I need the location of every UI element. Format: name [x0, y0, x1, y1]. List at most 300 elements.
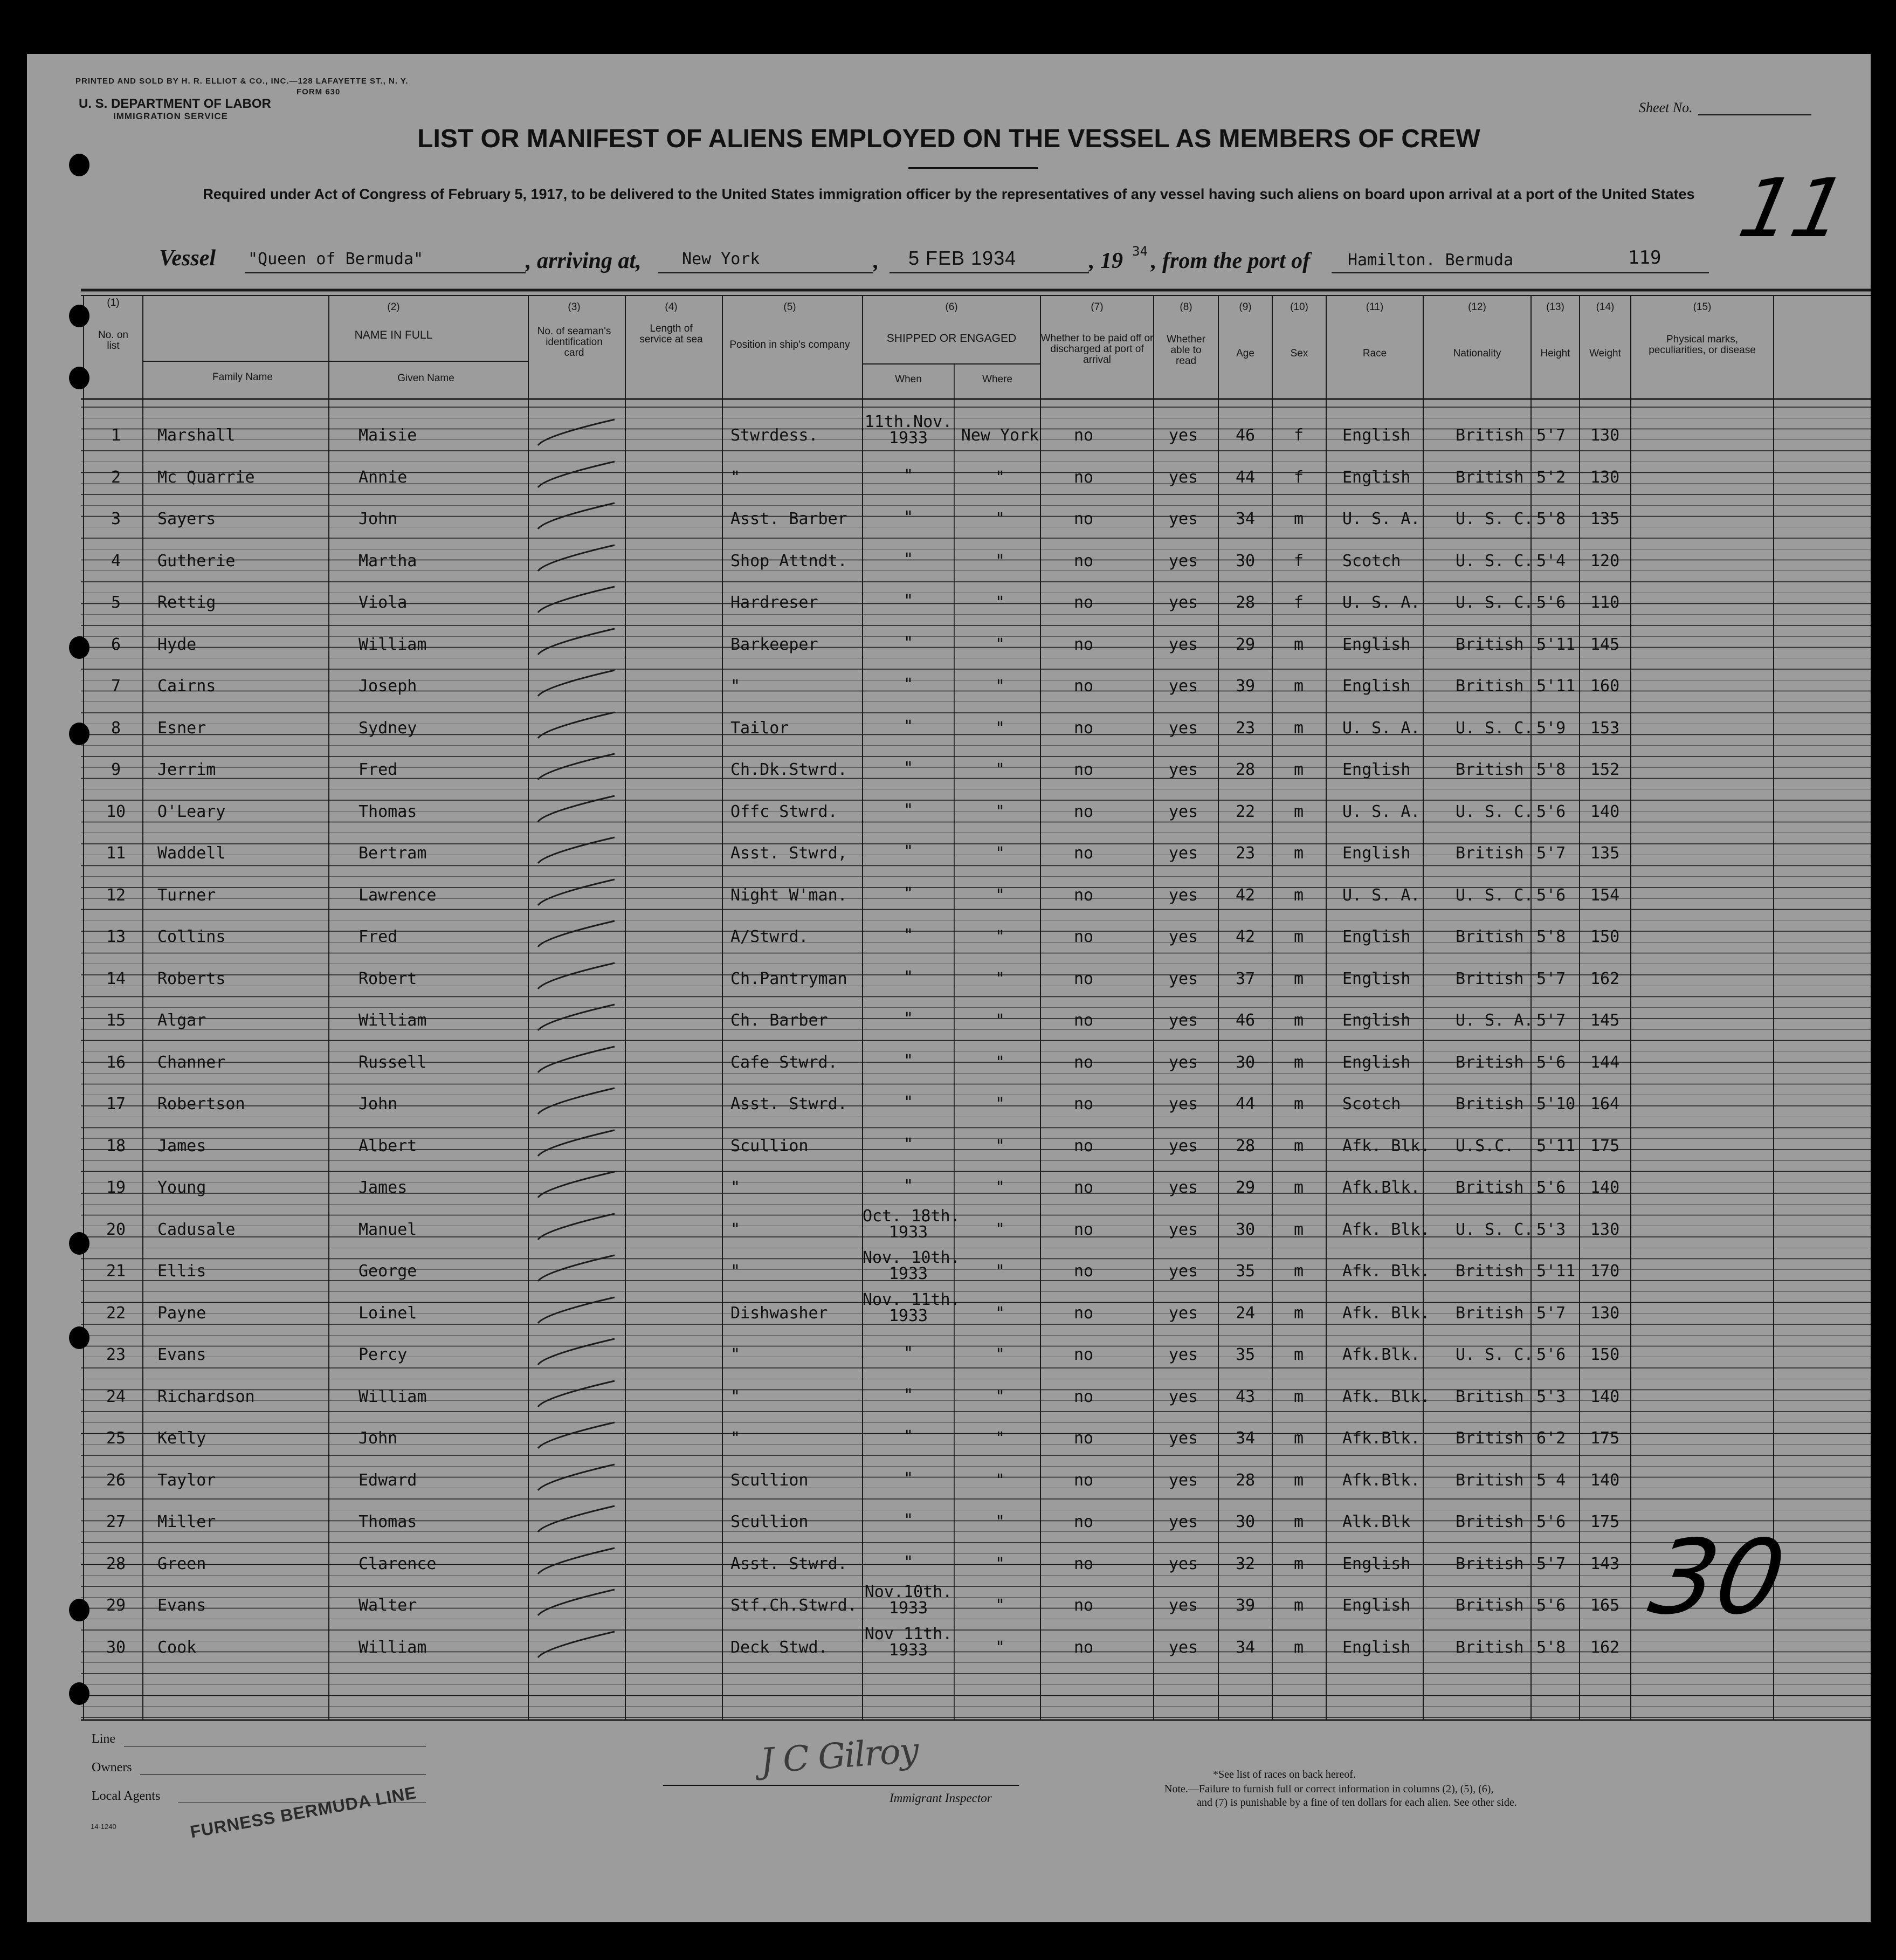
- age: 42: [1235, 885, 1256, 905]
- age: 44: [1235, 467, 1256, 487]
- nationality: U. S. C.: [1456, 885, 1534, 905]
- check-mark: [534, 874, 620, 912]
- shipped-when: ": [903, 1385, 914, 1405]
- given-name: Lawrence: [358, 885, 437, 905]
- paid-off: no: [1073, 635, 1094, 654]
- check-mark-stroke: [538, 462, 615, 487]
- able-to-read: yes: [1168, 1303, 1198, 1323]
- check-mark: [534, 1501, 620, 1538]
- check-mark-stroke: [538, 963, 615, 989]
- check-mark-stroke: [538, 1005, 615, 1030]
- sex: m: [1294, 1387, 1304, 1406]
- paid-off: no: [1073, 1345, 1094, 1364]
- paid-off: no: [1073, 718, 1094, 738]
- shipped-when: ": [903, 1051, 914, 1070]
- shipped-when: ": [903, 1344, 914, 1363]
- col4-number: (4): [665, 301, 678, 313]
- able-to-read: yes: [1168, 1136, 1198, 1156]
- row-number: 2: [111, 467, 121, 487]
- height: 5'6: [1536, 593, 1566, 612]
- check-mark: [534, 999, 620, 1037]
- weight: 154: [1590, 885, 1620, 905]
- nationality: British: [1456, 1303, 1524, 1323]
- race: Afk.Blk.: [1342, 1429, 1421, 1448]
- shipped-where: ": [995, 1596, 1005, 1615]
- check-mark-stroke: [538, 629, 615, 655]
- nationality: British: [1456, 1178, 1524, 1197]
- race: English: [1342, 677, 1411, 696]
- row-number: 13: [106, 927, 126, 946]
- able-to-read: yes: [1168, 1554, 1198, 1573]
- age: 35: [1235, 1262, 1256, 1281]
- row-number: 28: [106, 1554, 126, 1573]
- arriving-port: New York: [682, 250, 760, 269]
- position: ": [730, 1387, 741, 1406]
- row-number: 17: [106, 1095, 126, 1113]
- check-mark-stroke: [538, 1088, 615, 1114]
- race: Scotch: [1342, 1095, 1401, 1113]
- family-name: Cairns: [157, 677, 216, 696]
- age: 43: [1235, 1387, 1256, 1406]
- family-name: Roberts: [157, 969, 226, 988]
- check-mark-stroke: [538, 754, 615, 780]
- col12-number: (12): [1468, 301, 1486, 313]
- check-mark: [534, 832, 620, 870]
- weight: 170: [1590, 1262, 1620, 1281]
- position: Asst. Stwrd.: [730, 1095, 847, 1113]
- race: English: [1342, 635, 1411, 654]
- age: 23: [1235, 718, 1256, 738]
- paid-off: no: [1073, 551, 1094, 570]
- shipped-when: ": [903, 842, 914, 861]
- height: 5'2: [1536, 467, 1566, 487]
- check-mark-stroke: [538, 1590, 615, 1615]
- check-mark-stroke: [538, 712, 615, 738]
- check-mark-stroke: [538, 1297, 615, 1323]
- family-name: Rettig: [157, 593, 216, 612]
- paid-off: no: [1073, 1303, 1094, 1323]
- nationality: U.S.C.: [1456, 1136, 1514, 1156]
- check-mark: [534, 1250, 620, 1288]
- race: Afk. Blk.: [1342, 1136, 1430, 1156]
- shipped-when: ": [903, 967, 914, 987]
- col6-number: (6): [945, 301, 958, 313]
- given-name: Manuel: [358, 1220, 417, 1239]
- race: Afk. Blk.: [1342, 1262, 1430, 1281]
- position: Asst. Stwrd.: [730, 1554, 847, 1573]
- position: Hardreser: [730, 593, 818, 612]
- shipped-where: ": [995, 1512, 1005, 1531]
- sex: m: [1294, 1262, 1304, 1281]
- weight: 140: [1590, 1387, 1620, 1406]
- family-name: Marshall: [157, 426, 236, 445]
- able-to-read: yes: [1168, 510, 1198, 528]
- check-mark: [534, 1292, 620, 1330]
- position: ": [730, 677, 741, 696]
- given-name: Thomas: [358, 802, 417, 821]
- row-number: 7: [111, 677, 121, 696]
- sex: m: [1294, 677, 1304, 696]
- paid-off: no: [1073, 1136, 1094, 1156]
- given-name: John: [358, 1429, 398, 1448]
- shipped-where: ": [995, 718, 1005, 738]
- row-number: 16: [106, 1053, 126, 1072]
- shipped-when: ": [903, 1552, 914, 1572]
- age: 23: [1235, 844, 1256, 863]
- arriving-label: , arriving at,: [526, 249, 642, 273]
- height: 5'6: [1536, 1345, 1566, 1364]
- shipped-where: ": [995, 593, 1005, 612]
- punch-hole: [69, 305, 89, 327]
- able-to-read: yes: [1168, 927, 1198, 946]
- family-name: Taylor: [157, 1470, 216, 1490]
- height: 5'6: [1536, 1053, 1566, 1072]
- race: U. S. A.: [1342, 593, 1421, 612]
- sex: f: [1294, 551, 1304, 570]
- check-mark: [534, 1584, 620, 1622]
- paid-off: no: [1073, 1053, 1094, 1072]
- sex: m: [1294, 885, 1304, 905]
- shipped-where: ": [995, 1470, 1005, 1490]
- shipped-where: ": [995, 1136, 1005, 1156]
- col6-when-label: When: [895, 374, 922, 385]
- service-name: IMMIGRATION SERVICE: [113, 111, 228, 121]
- given-name: Thomas: [358, 1512, 417, 1531]
- height: 5'7: [1536, 426, 1566, 445]
- inspector-rule: [663, 1785, 1019, 1786]
- shipped-when: ": [903, 466, 914, 485]
- shipped-where: ": [995, 927, 1005, 946]
- age: 46: [1235, 426, 1256, 445]
- punch-hole: [69, 367, 89, 389]
- age: 24: [1235, 1303, 1256, 1323]
- check-mark: [534, 748, 620, 786]
- family-name: Mc Quarrie: [157, 467, 255, 487]
- sex: m: [1294, 969, 1304, 988]
- weight: 175: [1590, 1512, 1620, 1531]
- check-mark-stroke: [538, 1214, 615, 1240]
- punch-hole: [69, 1232, 89, 1255]
- paid-off: no: [1073, 1095, 1094, 1113]
- able-to-read: yes: [1168, 1470, 1198, 1490]
- check-mark-stroke: [538, 503, 615, 529]
- shipped-where: New York: [961, 426, 1039, 445]
- check-mark: [534, 1459, 620, 1497]
- nationality: British: [1456, 1095, 1524, 1113]
- given-name: Clarence: [358, 1554, 437, 1573]
- check-mark-stroke: [538, 670, 615, 696]
- check-mark-stroke: [538, 1464, 615, 1490]
- paid-off: no: [1073, 1178, 1094, 1197]
- age: 39: [1235, 677, 1256, 696]
- race: English: [1342, 1011, 1411, 1030]
- paid-off: no: [1073, 510, 1094, 528]
- height: 5'6: [1536, 885, 1566, 905]
- given-name: George: [358, 1262, 417, 1281]
- paid-off: no: [1073, 1638, 1094, 1657]
- race: English: [1342, 760, 1411, 779]
- check-mark: [534, 1041, 620, 1079]
- race: Scotch: [1342, 551, 1401, 570]
- paid-off: no: [1073, 885, 1094, 905]
- paid-off: no: [1073, 1429, 1094, 1448]
- form-code: 14-1240: [91, 1823, 116, 1831]
- race: English: [1342, 844, 1411, 863]
- col8-label: Whether able to read: [1167, 334, 1205, 367]
- nationality: British: [1456, 635, 1524, 654]
- position: ": [730, 467, 741, 487]
- sex: m: [1294, 510, 1304, 528]
- sex: m: [1294, 1470, 1304, 1490]
- height: 5'11: [1536, 1136, 1576, 1156]
- given-name: Bertram: [358, 844, 427, 863]
- row-number: 3: [111, 510, 121, 528]
- penalty-note-cont: and (7) is punishable by a fine of ten dollars for each alien. See other side.: [1197, 1797, 1517, 1808]
- row-number: 4: [111, 551, 121, 570]
- check-mark-stroke: [538, 1422, 615, 1448]
- shipped-when: ": [903, 800, 914, 820]
- weight: 135: [1590, 510, 1620, 528]
- position: Ch.Pantryman: [730, 969, 847, 988]
- race: Afk. Blk.: [1342, 1387, 1430, 1406]
- family-name: Ellis: [157, 1262, 206, 1281]
- able-to-read: yes: [1168, 1638, 1198, 1657]
- race: Afk.Blk.: [1342, 1470, 1421, 1490]
- col7-label: Whether to be paid off or discharged at port of arrival: [1040, 333, 1154, 366]
- height: 5'3: [1536, 1220, 1566, 1239]
- check-mark: [534, 1626, 620, 1664]
- able-to-read: yes: [1168, 802, 1198, 821]
- weight: 160: [1590, 677, 1620, 696]
- nationality: British: [1456, 1596, 1524, 1615]
- position: Scullion: [730, 1136, 809, 1156]
- weight: 120: [1590, 551, 1620, 570]
- shipped-where: ": [995, 551, 1005, 570]
- height: 5'6: [1536, 1178, 1566, 1197]
- shipped-when: Oct. 18th. 1933: [863, 1206, 960, 1242]
- shipped-where: ": [995, 1011, 1005, 1030]
- shipped-where: ": [995, 1262, 1005, 1281]
- height: 6'2: [1536, 1429, 1566, 1448]
- sex: m: [1294, 1429, 1304, 1448]
- weight: 135: [1590, 844, 1620, 863]
- nationality: British: [1456, 1429, 1524, 1448]
- age: 34: [1235, 510, 1256, 528]
- vessel-name: "Queen of Bermuda": [248, 250, 424, 269]
- check-mark-stroke: [538, 1506, 615, 1532]
- form-number: FORM 630: [297, 87, 341, 97]
- shipped-where: ": [995, 885, 1005, 905]
- nationality: U. S. C.: [1456, 718, 1534, 738]
- sex: m: [1294, 1136, 1304, 1156]
- shipped-when: ": [903, 1134, 914, 1154]
- shipped-when: ": [903, 508, 914, 527]
- weight: 150: [1590, 1345, 1620, 1364]
- age: 28: [1235, 1136, 1256, 1156]
- col1-number: (1): [107, 297, 120, 308]
- col6-label: SHIPPED OR ENGAGED: [886, 332, 1017, 345]
- row-number: 30: [106, 1638, 126, 1657]
- sex: m: [1294, 1178, 1304, 1197]
- weight: 140: [1590, 802, 1620, 821]
- check-mark: [534, 498, 620, 535]
- nationality: U. S. C.: [1456, 1220, 1534, 1239]
- col2-label: NAME IN FULL: [354, 329, 433, 341]
- weight: 164: [1590, 1095, 1620, 1113]
- inspector-label: Immigrant Inspector: [890, 1791, 992, 1805]
- sex: m: [1294, 1345, 1304, 1364]
- nationality: British: [1456, 1262, 1524, 1281]
- col14-label: Weight: [1589, 348, 1621, 359]
- position: Barkeeper: [730, 635, 818, 654]
- check-mark: [534, 1125, 620, 1163]
- row-number: 19: [106, 1178, 126, 1197]
- able-to-read: yes: [1168, 1345, 1198, 1364]
- col9-number: (9): [1239, 301, 1252, 313]
- able-to-read: yes: [1168, 844, 1198, 863]
- shipped-where: ": [995, 677, 1005, 696]
- row-number: 23: [106, 1345, 126, 1364]
- family-name: Kelly: [157, 1429, 206, 1448]
- family-name: Channer: [157, 1053, 226, 1072]
- position: ": [730, 1262, 741, 1281]
- age: 35: [1235, 1345, 1256, 1364]
- given-name: Martha: [358, 551, 417, 570]
- penalty-note: Note.—Failure to furnish full or correct information in columns (2), (5), (6),: [1164, 1783, 1494, 1795]
- height: 5'8: [1536, 510, 1566, 528]
- check-mark: [534, 665, 620, 703]
- given-name: Viola: [358, 593, 408, 612]
- able-to-read: yes: [1168, 1429, 1198, 1448]
- shipped-when: ": [903, 1427, 914, 1446]
- height: 5'11: [1536, 677, 1576, 696]
- race: U. S. A.: [1342, 885, 1421, 905]
- able-to-read: yes: [1168, 1596, 1198, 1615]
- family-name: Turner: [157, 885, 216, 905]
- sex: m: [1294, 844, 1304, 863]
- weight: 165: [1590, 1596, 1620, 1615]
- owners-label: Owners: [92, 1760, 132, 1775]
- check-mark: [534, 1543, 620, 1580]
- check-mark-stroke: [538, 1130, 615, 1156]
- shipped-when: 11th.Nov. 1933: [864, 412, 953, 448]
- shipped-when: ": [903, 633, 914, 652]
- shipped-where: ": [995, 1053, 1005, 1072]
- height: 5'7: [1536, 1303, 1566, 1323]
- race: Afk.Blk.: [1342, 1345, 1421, 1364]
- check-mark: [534, 1166, 620, 1204]
- local-agents-label: Local Agents: [92, 1789, 161, 1803]
- race: English: [1342, 1638, 1411, 1657]
- row-number: 9: [111, 760, 121, 779]
- given-name: Edward: [358, 1470, 417, 1490]
- line-stamp: FURNESS BERMUDA LINE: [189, 1783, 418, 1842]
- family-name: James: [157, 1136, 206, 1156]
- position: Tailor: [730, 718, 789, 738]
- row-number: 24: [106, 1387, 126, 1406]
- arrival-date-stamp: 5 FEB 1934: [908, 247, 1017, 269]
- col1-label: No. on list: [98, 329, 128, 352]
- given-name: Albert: [358, 1136, 417, 1156]
- family-name: Jerrim: [157, 760, 216, 779]
- check-mark: [534, 540, 620, 577]
- col4-label: Length of service at sea: [639, 323, 703, 345]
- given-name: Loinel: [358, 1303, 417, 1323]
- check-mark: [534, 1083, 620, 1120]
- weight: 140: [1590, 1178, 1620, 1197]
- height: 5'6: [1536, 802, 1566, 821]
- able-to-read: yes: [1168, 593, 1198, 612]
- age: 29: [1235, 635, 1256, 654]
- height: 5'3: [1536, 1387, 1566, 1406]
- shipped-where: ": [995, 1345, 1005, 1364]
- height: 5'6: [1536, 1512, 1566, 1531]
- able-to-read: yes: [1168, 760, 1198, 779]
- weight: 162: [1590, 969, 1620, 988]
- able-to-read: yes: [1168, 1262, 1198, 1281]
- sex: m: [1294, 1095, 1304, 1113]
- vessel-label: Vessel: [159, 246, 216, 271]
- row-number: 1: [111, 426, 121, 445]
- height: 5'11: [1536, 635, 1576, 654]
- shipped-when: Nov. 11th. 1933: [863, 1290, 960, 1325]
- position: A/Stwrd.: [730, 927, 809, 946]
- row-number: 25: [106, 1429, 126, 1448]
- sex: m: [1294, 1011, 1304, 1030]
- height: 5'8: [1536, 1638, 1566, 1657]
- shipped-where: ": [995, 1387, 1005, 1406]
- height: 5'11: [1536, 1262, 1576, 1281]
- paid-off: no: [1073, 677, 1094, 696]
- weight: 130: [1590, 426, 1620, 445]
- shipped-where: ": [995, 635, 1005, 654]
- able-to-read: yes: [1168, 1178, 1198, 1197]
- height: 5'9: [1536, 718, 1566, 738]
- sex: m: [1294, 1554, 1304, 1573]
- age: 34: [1235, 1429, 1256, 1448]
- able-to-read: yes: [1168, 551, 1198, 570]
- weight: 162: [1590, 1638, 1620, 1657]
- race: U. S. A.: [1342, 510, 1421, 528]
- row-number: 8: [111, 718, 121, 738]
- col3-number: (3): [568, 301, 581, 313]
- position: Asst. Barber: [730, 510, 847, 528]
- height: 5'10: [1536, 1095, 1576, 1113]
- nationality: U. S. C.: [1456, 1345, 1534, 1364]
- row-number: 26: [106, 1470, 126, 1490]
- nationality: British: [1456, 1053, 1524, 1072]
- weight: 130: [1590, 1220, 1620, 1239]
- sex: m: [1294, 802, 1304, 821]
- col2-given-label: Given Name: [397, 373, 454, 384]
- age: 30: [1235, 1220, 1256, 1239]
- race: English: [1342, 969, 1411, 988]
- department-name: U. S. DEPARTMENT OF LABOR: [79, 97, 271, 111]
- given-name: Sydney: [358, 718, 417, 738]
- nationality: U. S. C.: [1456, 551, 1534, 570]
- check-mark: [534, 581, 620, 619]
- check-mark: [534, 916, 620, 953]
- sex: f: [1294, 426, 1304, 445]
- height: 5'7: [1536, 844, 1566, 863]
- given-name: John: [358, 1095, 398, 1113]
- check-mark: [534, 1376, 620, 1413]
- position: Ch.Dk.Stwrd.: [730, 760, 847, 779]
- family-name: Robertson: [157, 1095, 245, 1113]
- family-name: Gutherie: [157, 551, 236, 570]
- col7-number: (7): [1091, 301, 1104, 313]
- sex: f: [1294, 467, 1304, 487]
